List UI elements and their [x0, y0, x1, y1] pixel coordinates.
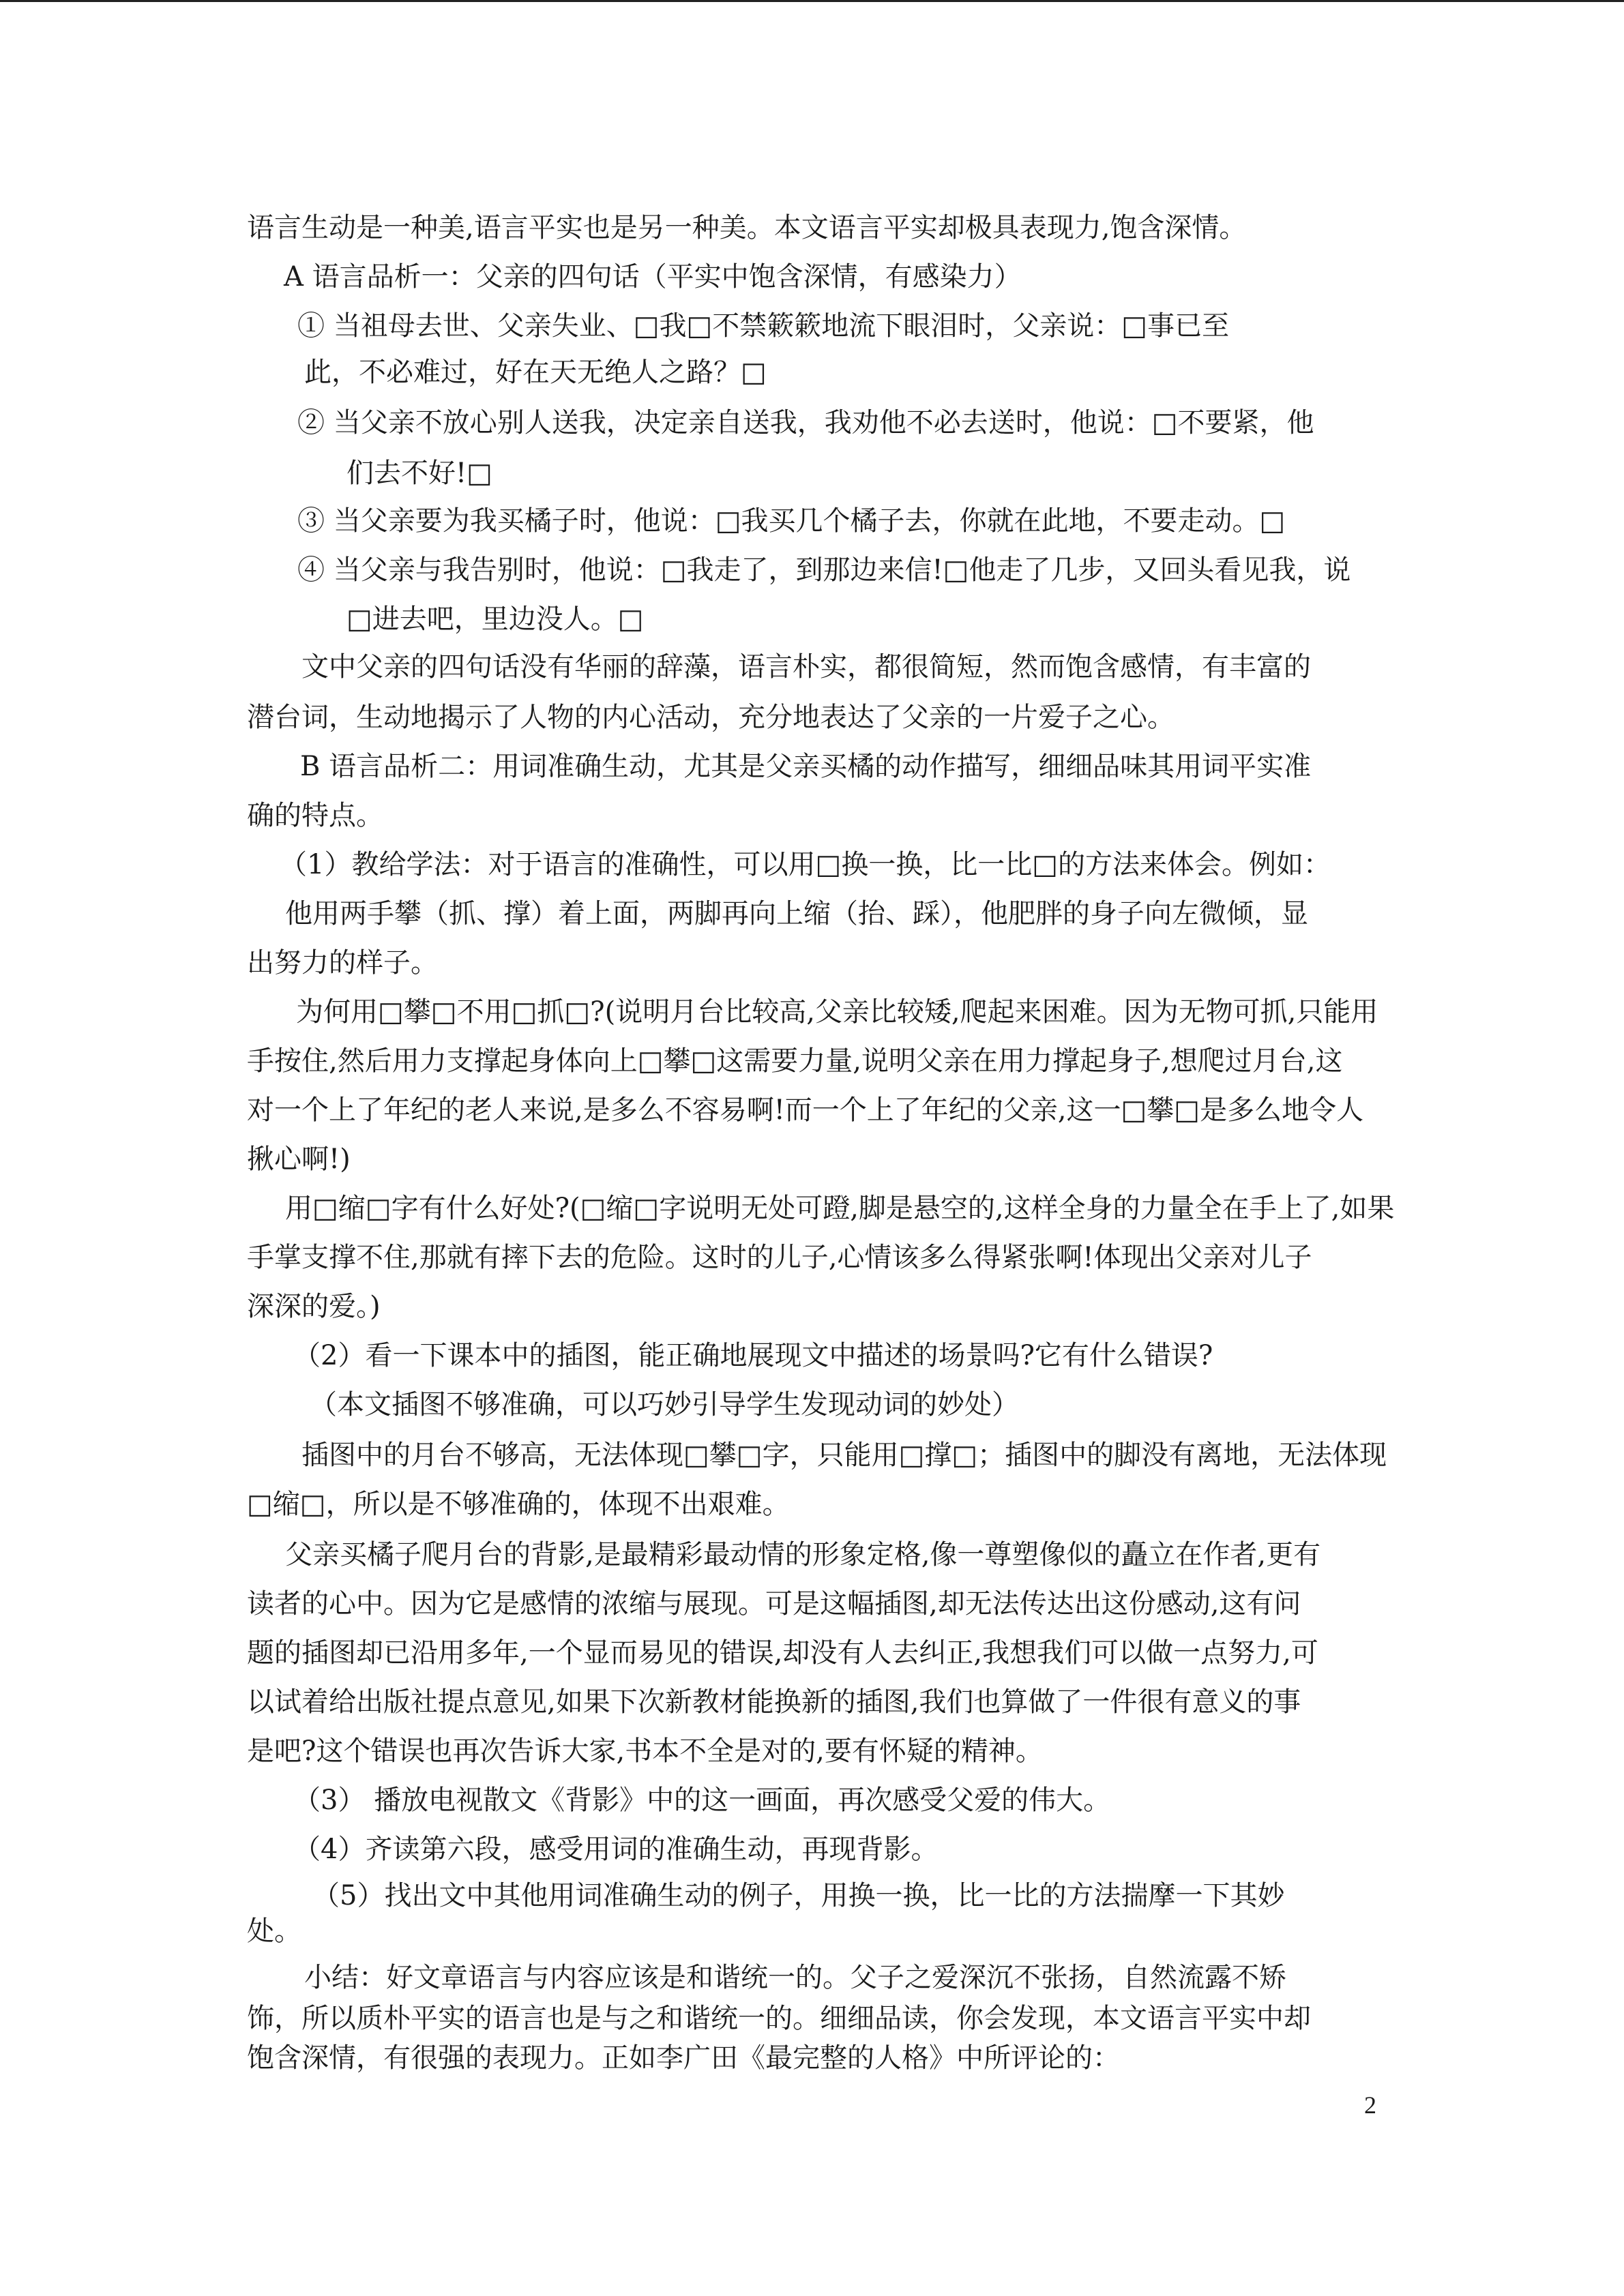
text-line: 饱含深情，有很强的表现力。正如李广田《最完整的人格》中所评论的： [247, 2042, 1120, 2074]
page-top-border [0, 0, 1624, 2]
text-line: 父亲买橘子爬月台的背影,是最精彩最动情的形象定格,像一尊塑像似的矗立在作者,更有 [285, 1539, 1321, 1570]
text-line: 为何用□攀□不用□抓□?(说明月台比较高,父亲比较矮,爬起来困难。因为无物可抓,只能用 [296, 996, 1378, 1028]
text-line: （本文插图不够准确，可以巧妙引导学生发现动词的妙处） [310, 1389, 1019, 1420]
text-line: 他用两手攀（抓、撑）着上面，两脚再向上缩（抬、踩），他肥胖的身子向左微倾，显 [285, 898, 1308, 929]
text-line: 以试着给出版社提点意见,如果下次新教材能换新的插图,我们也算做了一件很有意义的事 [247, 1686, 1301, 1718]
text-line: □缩□，所以是不够准确的，体现不出艰难。 [247, 1489, 790, 1520]
quote-item-1-cont: 此，不必难过，好在天无绝人之路？□ [304, 357, 767, 388]
text-line: 确的特点。 [247, 800, 383, 831]
text-line: （3） 播放电视散文《背影》中的这一画面，再次感受父爱的伟大。 [293, 1785, 1111, 1816]
text-line: （1）教给学法：对于语言的准确性，可以用□换一换，比一比□的方法来体会。例如： [280, 849, 1331, 880]
text-line: 手掌支撑不住,那就有摔下去的危险。这时的儿子,心情该多么得紧张啊!体现出父亲对儿子 [247, 1242, 1312, 1273]
text-line: 处。 [247, 1915, 301, 1947]
page-number: 2 [1364, 2091, 1376, 2119]
quote-item-3: ③ 当父亲要为我买橘子时，他说：□我买几个橘子去，你就在此地，不要走动。□ [297, 505, 1286, 537]
text-line: 揪心啊!) [247, 1144, 351, 1175]
text-line: 用□缩□字有什么好处?(□缩□字说明无处可蹬,脚是悬空的,这样全身的力量全在手上了,如果 [285, 1193, 1395, 1224]
text-line: 深深的爱。) [247, 1291, 381, 1322]
quote-item-2: ② 当父亲不放心别人送我，决定亲自送我，我劝他不必去送时，他说：□不要紧，他 [297, 407, 1314, 438]
text-line: 题的插图却已沿用多年,一个显而易见的错误,却没有人去纠正,我想我们可以做一点努力,可 [247, 1637, 1318, 1669]
text-line: （4）齐读第六段，感受用词的准确生动，再现背影。 [293, 1834, 939, 1865]
quote-item-4-cont: □进去吧，里边没人。□ [346, 603, 644, 635]
quote-item-4: ④ 当父亲与我告别时，他说：□我走了，到那边来信!□他走了几步，又回头看见我，说 [297, 554, 1351, 586]
text-line: 出努力的样子。 [247, 947, 438, 979]
text-line: 对一个上了年纪的老人来说,是多么不容易啊!而一个上了年纪的父亲,这一□攀□是多么地令人 [247, 1094, 1364, 1126]
text-line: 饰，所以质朴平实的语言也是与之和谐统一的。细细品读，你会发现，本文语言平实中却 [247, 2003, 1311, 2034]
text-line: （5）找出文中其他用词准确生动的例子，用换一换，比一比的方法揣摩一下其妙 [312, 1880, 1285, 1911]
summary-paragraph: 小结：好文章语言与内容应该是和谐统一的。父子之爱深沉不张扬，自然流露不矫 [304, 1962, 1286, 1993]
quote-item-2-cont: 们去不好!□ [346, 458, 492, 489]
section-heading-a: A 语言品析一：父亲的四句话（平实中饱含深情，有感染力） [284, 261, 1022, 293]
text-line: 插图中的月台不够高，无法体现□攀□字，只能用□撑□；插图中的脚没有离地，无法体现 [301, 1440, 1387, 1471]
text-line: 读者的心中。因为它是感情的浓缩与展现。可是这幅插图,却无法传达出这份感动,这有问 [247, 1588, 1301, 1620]
quote-item-1: ① 当祖母去世、父亲失业、□我□不禁簌簌地流下眼泪时，父亲说：□事已至 [297, 310, 1230, 342]
text-line: 潜台词，生动地揭示了人物的内心活动，充分地表达了父亲的一片爱子之心。 [247, 702, 1175, 733]
text-line: 语言生动是一种美,语言平实也是另一种美。本文语言平实却极具表现力,饱含深情。 [247, 212, 1247, 243]
section-heading-b: B 语言品析二：用词准确生动，尤其是父亲买橘的动作描写，细细品味其用词平实准 [300, 751, 1312, 782]
text-line: 是吧?这个错误也再次告诉大家,书本不全是对的,要有怀疑的精神。 [247, 1735, 1043, 1767]
text-line: （2）看一下课本中的插图，能正确地展现文中描述的场景吗?它有什么错误? [293, 1340, 1213, 1371]
text-line: 文中父亲的四句话没有华丽的辞藻，语言朴实，都很简短，然而饱含感情，有丰富的 [301, 651, 1311, 683]
text-line: 手按住,然后用力支撑起身体向上□攀□这需要力量,说明父亲在用力撑起身子,想爬过月台,这 [247, 1045, 1343, 1077]
